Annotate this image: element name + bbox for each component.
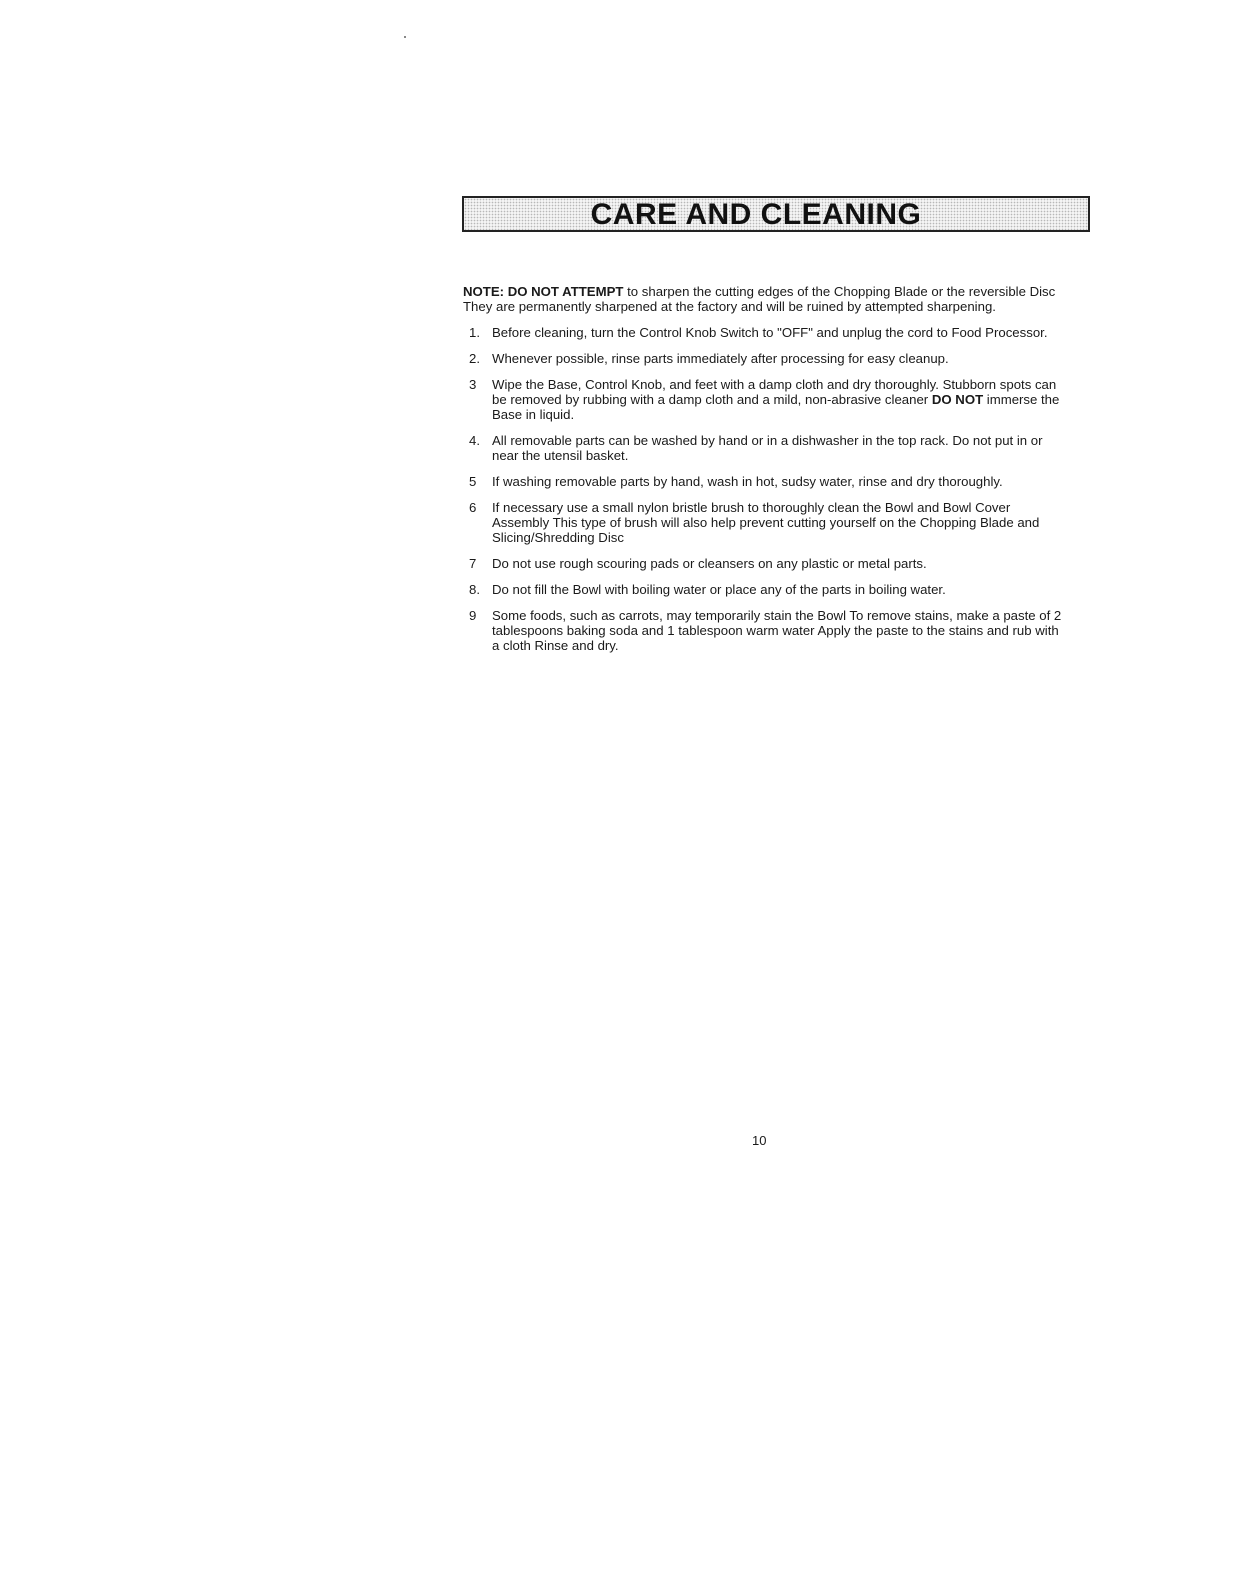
step-text: Whenever possible, rinse parts immediately after processing for easy cleanup.	[492, 351, 949, 366]
step-number: 7	[469, 556, 477, 571]
list-item	[463, 325, 1063, 340]
content-body	[463, 284, 1063, 664]
step-text: Do not fill the Bowl with boiling water or place any of the parts in boiling water.	[492, 582, 946, 597]
list-item	[463, 377, 1063, 422]
step-text: Before cleaning, turn the Control Knob Switch to "OFF" and unplug the cord to Food Processor.	[492, 325, 1048, 340]
step-number: 1.	[469, 325, 480, 340]
list-item	[463, 556, 1063, 571]
step-emphasis: DO NOT	[931, 392, 984, 407]
cleaning-steps-list	[463, 325, 1063, 653]
note-paragraph	[463, 284, 1063, 314]
note-text: to sharpen the cutting edges of the Chopping Blade or the reversible Disc They are permanently sharpened at the factory and will be ruined by attempted sharpening.	[463, 284, 1056, 314]
list-item	[463, 608, 1063, 653]
list-item	[463, 433, 1063, 463]
step-text	[492, 377, 1059, 422]
section-title: CARE AND CLEANING	[590, 197, 922, 231]
step-number: 4.	[469, 433, 480, 448]
step-number: 5	[469, 474, 477, 489]
step-text-before: Wipe the Base, Control Knob, and feet with a damp cloth and dry thoroughly. Stubborn spots can be removed by rubbing with a damp cloth and a mild, non-abrasive cleaner	[492, 377, 1057, 407]
list-item	[463, 582, 1063, 597]
list-item	[463, 500, 1063, 545]
step-number: 9	[469, 608, 477, 623]
step-number: 3	[469, 377, 477, 392]
step-text-after: immerse the Base in liquid.	[492, 392, 1060, 422]
step-text: All removable parts can be washed by hand or in a dishwasher in the top rack. Do not put in or near the utensil basket.	[492, 433, 1043, 463]
step-text: Some foods, such as carrots, may temporarily stain the Bowl To remove stains, make a paste of 2 tablespoons baking soda and 1 tablespoon warm water Apply the paste to the stains and rub with a cloth Rinse and dry.	[492, 608, 1062, 653]
step-text: If necessary use a small nylon bristle brush to thoroughly clean the Bowl and Bowl Cover Assembly This type of brush will also help prevent cutting yourself on the Chopping Blade and Slicing/Shredding Disc	[492, 500, 1040, 545]
step-number: 2.	[469, 351, 480, 366]
step-text: If washing removable parts by hand, wash in hot, sudsy water, rinse and dry thoroughly.	[492, 474, 1003, 489]
page-number: 10	[752, 1133, 767, 1148]
scan-speck	[404, 36, 406, 38]
step-number: 6	[469, 500, 477, 515]
note-lead: NOTE: DO NOT ATTEMPT	[463, 284, 624, 299]
section-title-banner	[462, 196, 1090, 232]
list-item	[463, 474, 1063, 489]
list-item	[463, 351, 1063, 366]
step-text: Do not use rough scouring pads or cleansers on any plastic or metal parts.	[492, 556, 927, 571]
step-number: 8.	[469, 582, 480, 597]
